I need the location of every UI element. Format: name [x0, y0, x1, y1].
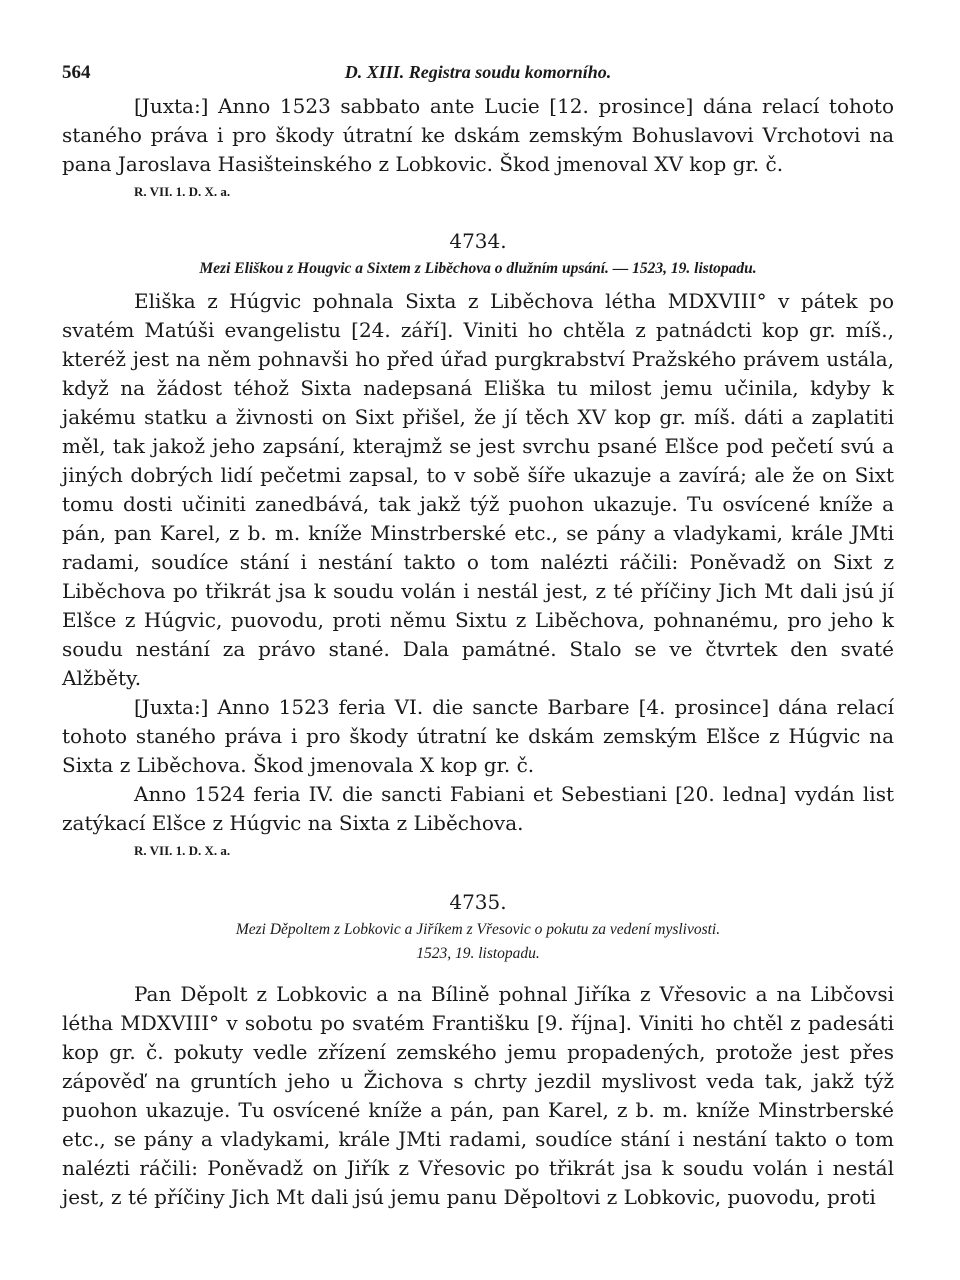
entry-number: 4734. [449, 229, 507, 253]
running-title: D. XIII. Registra soudu komorního. [344, 62, 612, 82]
archival-signature: R. VII. 1. D. X. a. [134, 184, 231, 199]
entry-4734 [62, 227, 894, 862]
page-number: 564 [62, 62, 91, 83]
entry-paragraph: Anno 1524 feria IV. die sancti Fabiani et Sebestiani [20. ledna] vydán list zatýkací Elšce z Húgvic na Sixta z Liběchova. [62, 782, 894, 835]
entry-regest-date: 1523, 19. listopadu. [416, 945, 540, 962]
entry-paragraph: Eliška z Húgvic pohnala Sixta z Liběchova létha MDXVIII° v pátek po svatém Matúši evangelistu [24. září]. Viniti ho chtěla z patnádcti kop gr. míš., kteréž jest na něm pohnavši ho před úřad purgkrabství Pražského právem ustála, když na žádost téhož Sixta nadepsaná Eliška tu milost jemu učinila, kdyby k jakému statku a živnosti on Sixt přišel, že jí těch XV kop gr. míš. dáti a zaplatiti měl, tak jakož jeho zapsání, kterajmž se jest svrchu psané Elšce pod pečetí svú a jiných dobrých lidí pečetmi zapsal, to v sobě šíře ukazuje a zavírá; ale že on Sixt tomu dosti učiniti zanedbává, tak jakž týž puohon ukazuje. Tu osvícené kníže a pán, pan Karel, z b. m. kníže Minstrberské etc., se pány a vladykami, krále JMti radami, soudíce stání i nestání takto o tom nalézti ráčili: Poněvadž on Sixt z Liběchova po třikrát jsa k soudu volán i nestál jest, z té příčiny Jich Mt dali jsú jí Elšce z Húgvic, puovodu, proti němu Sixtu z Liběchova, pohnanému, pro jeho k soudu nestání za právo stané. Dala památné. Stalo se ve čtvrtek den svaté Alžběty. [62, 289, 894, 690]
entry-4735 [62, 888, 894, 1212]
entry-paragraph: Pan Děpolt z Lobkovic a na Bílině pohnal Jiříka z Vřesovic a na Libčovsi létha MDXVIII° v sobotu po svatém Františku [9. října]. Viniti ho chtěl z padesáti kop gr. č. pokuty vedle zřízení zemského jemu propadených, protože jest přes zápověď na gruntích jeho u Žichova s chrty jezdil myslivost veda tak, jakž týž puohon ukazuje. Tu osvícené kníže a pán, pan Karel, z b. m. kníže Minstrberské etc., se pány a vladykami, krále JMti radami, soudíce stání i nestání takto o tom nalézti ráčili: Poněvadž on Jiřík z Vřesovic po třikrát jsa k soudu volán i nestál jest, z té příčiny Jich Mt dali jsú jemu panu Děpoltovi z Lobkovic, puovodu, proti [62, 982, 894, 1209]
running-head [62, 62, 894, 92]
archival-signature: R. VII. 1. D. X. a. [134, 843, 231, 858]
entry-number: 4735. [449, 890, 507, 914]
entry-paragraph: [Juxta:] Anno 1523 feria VI. die sancte Barbare [4. prosince] dána relací tohoto staného práva i pro škody útratní ke dskám zemským Elšce z Húgvic na Sixta z Liběchova. Škod jmenovala X kop gr. č. [62, 695, 894, 777]
entry-regest: Mezi Eliškou z Hougvic a Sixtem z Liběchova o dlužním upsání. — 1523, 19. listopadu. [199, 260, 757, 277]
entry-regest: Mezi Děpoltem z Lobkovic a Jiříkem z Vřesovic o pokutu za vedení myslivosti. [235, 921, 721, 938]
top-paragraph: [Juxta:] Anno 1523 sabbato ante Lucie [12. prosince] dána relací tohoto staného práva i pro škody útratní ke dskám zemským Bohuslavovi Vrchotovi na pana Jaroslava Hasišteinského z Lobkovic. Škod jmenoval XV kop gr. č. [62, 94, 894, 176]
